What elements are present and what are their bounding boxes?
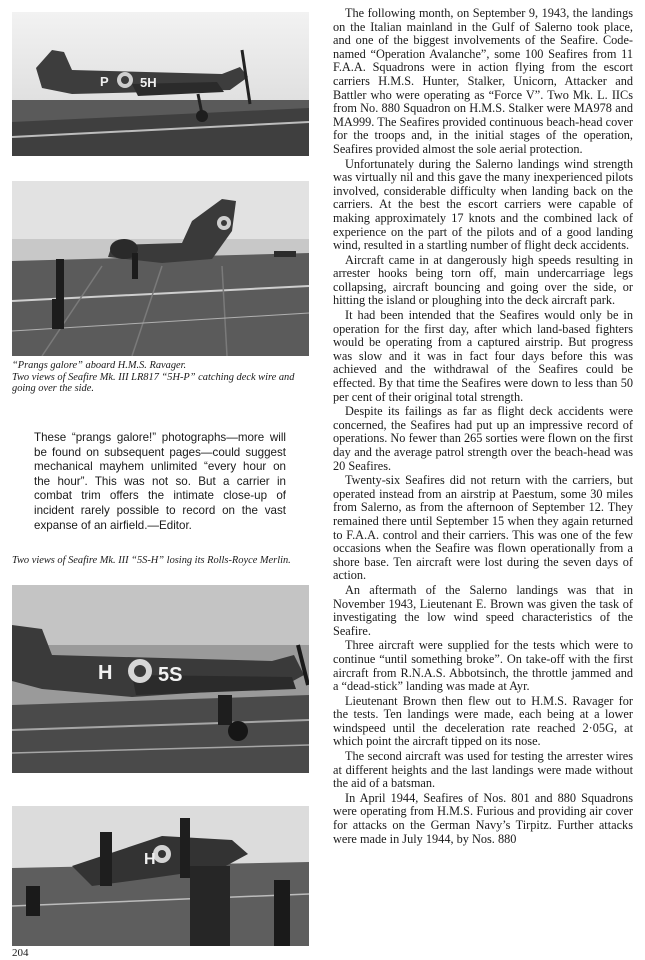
article-paragraph-1: The following month, on September 9, 1943, the landings on the Italian mainland in the Gulf of Salerno took place, and one of the biggest involvements of the Seafire. Code-named “Operation Avalanche”, some 100 Seafires from 11 F.A.A. Squadrons were in action flying from the escort carriers H.M.S. Hunter, Stalker, Unicorn, Attacker and Battler who were operating as “Force V”. Two Mk. L. IICs from No. 880 Squadron on H.M.S. Stalker were MA978 and MA999. The Seafires provided continuous beach-head cover for the troops and, in the initial stages of the operation, Seafires provided almost the sole aerial protection. [333, 6, 633, 156]
photo-caption-5s-h [12, 555, 312, 567]
aircraft-marking-h: H [98, 662, 113, 684]
caption-line-two-views-5h-p: Two views of Seafire Mk. III LR817 “5H-P” catching deck wire and going over the side. [12, 371, 295, 394]
photo-caption-ravager [12, 360, 312, 395]
article-body [333, 7, 633, 847]
photo-seafire-5h-p-landing [12, 12, 309, 156]
aircraft-photo-icon [12, 806, 309, 946]
aircraft-marking-p: P [100, 74, 109, 89]
article-paragraph-11: In April 1944, Seafires of Nos. 801 and 880 Squadrons were operating from H.M.S. Furious and providing air cover for attacks on the German Navy’s Tirpitz. Further attacks were made in July 1944, by Nos. 880 [333, 790, 633, 846]
editor-note: These “prangs galore!” photographs—more will be found on subsequent pages—could suggest mechanical mayhem unlimited “every hour on the hour”. This was not so. But a carrier in combat trim offers the intimate close-up of incident rarely possible to record on the vast expanse of an airfield.—Editor. [34, 431, 286, 532]
caption-line-two-views-5s-h: Two views of Seafire Mk. III “5S-H” losing its Rolls-Royce Merlin. [12, 555, 291, 566]
article-paragraph-3: Aircraft came in at dangerously high speeds resulting in arrester hooks being torn off, main undercarriage legs collapsing, aircraft bouncing and going over the side, or hitting the island or ploughing into the deck aircraft park. [333, 252, 633, 308]
aircraft-marking-h-crash: H [144, 851, 156, 868]
article-paragraph-10: The second aircraft was used for testing the arrester wires at different heights and the last landings were made without the aid of a batsman. [333, 749, 633, 791]
page-number: 204 [12, 947, 29, 959]
photo-seafire-5h-p-going-over-side [12, 181, 309, 356]
article-paragraph-5: Despite its failings as far as flight deck accidents were concerned, the Seafires had put up an impressive record of operations. No fewer than 265 sorties were flown on the first day and the average patrol strength over the beach-head was 20 Seafires. [333, 404, 633, 473]
aircraft-photo-icon [12, 12, 309, 156]
article-paragraph-8: Three aircraft were supplied for the tests which were to continue “until something broke”. On take-off with the first aircraft from R.N.A.S. Abbotsinch, the throttle jammed and a “dead-stick” landing was made at Ayr. [333, 638, 633, 694]
aircraft-marking-5s: 5S [158, 664, 183, 686]
article-paragraph-7: An aftermath of the Salerno landings was that in November 1943, Lieutenant E. Brown was given the task of investigating the low wind speed characteristics of the Seafire. [333, 582, 633, 638]
article-paragraph-4: It had been intended that the Seafires would only be in operation for the first day, after which land-based fighters would be operating from a captured airstrip. But progress was slow and it was in fact four days before this was achieved and the withdrawal of the Seafires could be effected. By that time the Seafires were down to less than 50 per cent of their original total strength. [333, 308, 633, 404]
caption-line-prangs-galore: “Prangs galore” aboard H.M.S. Ravager. [12, 360, 187, 371]
article-paragraph-9: Lieutenant Brown then flew out to H.M.S. Ravager for the tests. Ten landings were made, each being at a lower windspeed until the deceleration rate reached 2·05G, at which point the aircraft tipped on its nose. [333, 693, 633, 749]
photo-seafire-5s-h-crash [12, 806, 309, 946]
aircraft-photo-icon [12, 585, 309, 773]
photo-seafire-5s-h-deck [12, 585, 309, 773]
aircraft-marking-5h: 5H [140, 75, 157, 90]
article-paragraph-2: Unfortunately during the Salerno landings wind strength was virtually nil and this gave the many inexperienced pilots involved, considerable difficulty when landing back on the carriers. At the best the escort carriers were capable of making approximately 17 knots and the combined lack of experience on the part of the pilots and of a good landing wind, resulted in a startling number of flight deck accidents. [333, 156, 633, 253]
aircraft-photo-icon [12, 181, 309, 356]
article-paragraph-6: Twenty-six Seafires did not return with the carriers, but operated instead from an airstrip at Paestum, some 30 miles from Salerno, as from the afternoon of September 12. They remained there until September 15 when they again returned to F.A.A. control and their carriers. This was one of the few occasions when the Seafire was flown operationally from a shore base. Ten aircraft were lost during the seven days of action. [333, 473, 633, 583]
